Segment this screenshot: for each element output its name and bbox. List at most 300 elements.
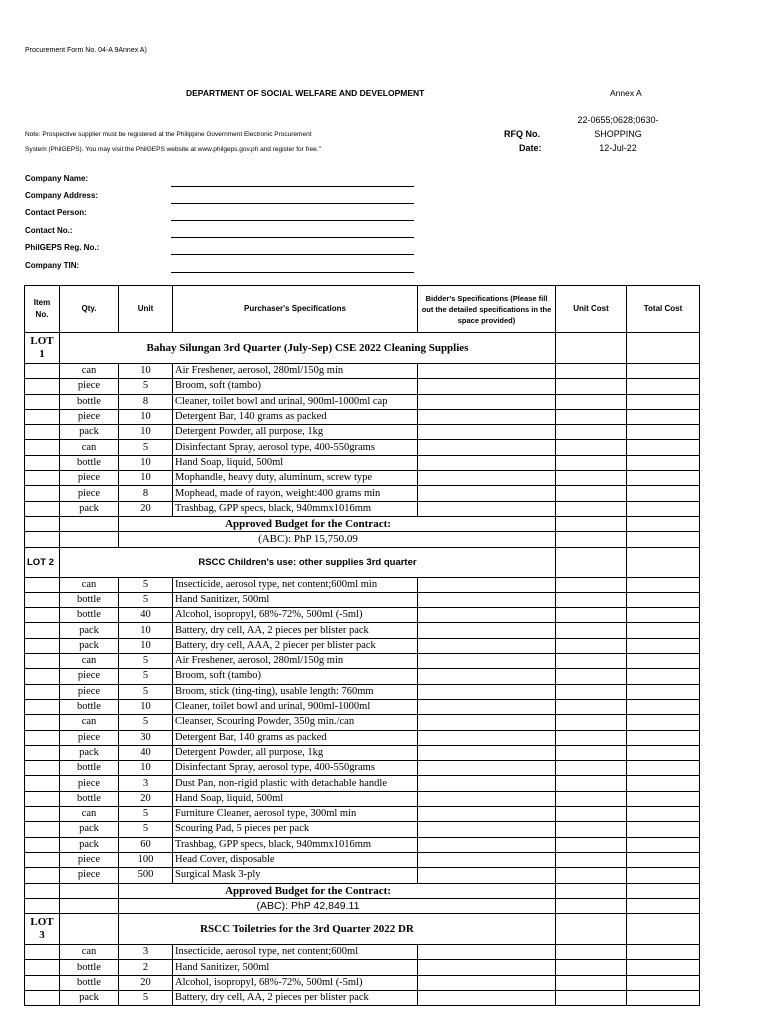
total-cost-cell[interactable] [627, 425, 700, 440]
total-cost-cell[interactable] [627, 837, 700, 852]
item-no-cell [25, 975, 60, 990]
note-line-1: Note: Prospective supplier must be registered at the Philippine Government Electronic Procurement [25, 131, 312, 138]
total-cost-cell[interactable] [627, 608, 700, 623]
empty-cell [60, 516, 119, 531]
unit-cost-cell[interactable] [556, 547, 627, 577]
item-no-cell [25, 394, 60, 409]
total-cost-cell[interactable] [627, 975, 700, 990]
purchaser-spec-cell: Broom, soft (tambo) [173, 669, 418, 684]
unit-cost-cell[interactable] [556, 638, 627, 653]
unit-cell: can [60, 807, 119, 822]
bidder-spec-cell[interactable] [418, 975, 556, 990]
contact-no-field[interactable] [171, 237, 414, 238]
purchaser-spec-cell: Head Cover, disposable [173, 852, 418, 867]
qty-cell: 8 [119, 486, 173, 501]
item-no-cell [25, 807, 60, 822]
unit-cost-cell[interactable] [556, 379, 627, 394]
unit-cost-cell[interactable] [556, 960, 627, 975]
unit-cost-cell[interactable] [556, 455, 627, 470]
unit-cell: bottle [60, 761, 119, 776]
table-row [25, 654, 700, 669]
unit-cost-cell[interactable] [556, 898, 627, 913]
qty-cell: 60 [119, 837, 173, 852]
empty-cell [60, 898, 119, 913]
bidder-spec-cell[interactable] [418, 684, 556, 699]
budget-value: (ABC): PhP 15,750.09 [119, 532, 556, 547]
qty-cell: 20 [119, 791, 173, 806]
lot-title: Bahay Silungan 3rd Quarter (July-Sep) CSE 2022 Cleaning Supplies [60, 333, 556, 364]
unit-cell: pack [60, 990, 119, 1005]
table-row [25, 837, 700, 852]
bidder-spec-cell[interactable] [418, 807, 556, 822]
empty-cell [25, 898, 60, 913]
company-tin-label: Company TIN: [25, 261, 80, 270]
company-tin-field[interactable] [171, 272, 414, 273]
unit-cell: pack [60, 501, 119, 516]
budget-value-row [25, 532, 700, 547]
item-no-cell [25, 868, 60, 883]
qty-cell: 5 [119, 379, 173, 394]
table-row [25, 409, 700, 424]
total-cost-cell[interactable] [627, 471, 700, 486]
purchaser-spec-cell: Detergent Powder, all purpose, 1kg [173, 745, 418, 760]
unit-cell: piece [60, 852, 119, 867]
empty-cell [60, 883, 119, 898]
rfq-value-line-2: SHOPPING [594, 129, 642, 139]
table-row [25, 364, 700, 379]
purchaser-spec-cell: Hand Sanitizer, 500ml [173, 960, 418, 975]
item-no-cell [25, 592, 60, 607]
bidder-spec-cell[interactable] [418, 837, 556, 852]
contact-person-label: Contact Person: [25, 208, 87, 217]
unit-cost-cell[interactable] [556, 761, 627, 776]
total-cost-cell[interactable] [627, 592, 700, 607]
bidder-spec-cell[interactable] [418, 852, 556, 867]
unit-cell: pack [60, 822, 119, 837]
unit-cell: pack [60, 623, 119, 638]
item-no-cell [25, 761, 60, 776]
qty-cell: 10 [119, 471, 173, 486]
company-address-field[interactable] [171, 203, 414, 204]
bidder-spec-cell[interactable] [418, 745, 556, 760]
bidder-spec-cell[interactable] [418, 577, 556, 592]
company-name-label: Company Name: [25, 174, 89, 183]
unit-cost-cell[interactable] [556, 837, 627, 852]
bidder-spec-cell[interactable] [418, 409, 556, 424]
total-cost-cell[interactable] [627, 914, 700, 945]
unit-cost-cell[interactable] [556, 425, 627, 440]
unit-cost-cell[interactable] [556, 409, 627, 424]
table-row [25, 822, 700, 837]
table-row [25, 776, 700, 791]
unit-cell: piece [60, 486, 119, 501]
total-cost-cell[interactable] [627, 394, 700, 409]
qty-cell: 10 [119, 699, 173, 714]
total-cost-cell[interactable] [627, 730, 700, 745]
table-row [25, 638, 700, 653]
lot-number: LOT 3 [25, 914, 60, 945]
lot-number: LOT 1 [25, 333, 60, 364]
bidder-spec-cell[interactable] [418, 761, 556, 776]
item-no-cell [25, 745, 60, 760]
bidder-spec-cell[interactable] [418, 455, 556, 470]
total-cost-cell[interactable] [627, 547, 700, 577]
col-header-qty: Qty. [60, 286, 119, 333]
unit-cost-cell[interactable] [556, 516, 627, 531]
purchaser-spec-cell: Air Freshener, aerosol, 280ml/150g min [173, 364, 418, 379]
total-cost-cell[interactable] [627, 440, 700, 455]
table-row [25, 730, 700, 745]
total-cost-cell[interactable] [627, 898, 700, 913]
bidder-spec-cell[interactable] [418, 425, 556, 440]
contact-person-field[interactable] [171, 220, 414, 221]
item-no-cell [25, 425, 60, 440]
total-cost-cell[interactable] [627, 409, 700, 424]
total-cost-cell[interactable] [627, 852, 700, 867]
qty-cell: 10 [119, 409, 173, 424]
table-row [25, 684, 700, 699]
unit-cost-cell[interactable] [556, 608, 627, 623]
unit-cell: can [60, 945, 119, 960]
qty-cell: 100 [119, 852, 173, 867]
unit-cost-cell[interactable] [556, 471, 627, 486]
bidder-spec-cell[interactable] [418, 440, 556, 455]
unit-cost-cell[interactable] [556, 669, 627, 684]
bidder-spec-cell[interactable] [418, 990, 556, 1005]
total-cost-cell[interactable] [627, 684, 700, 699]
unit-cost-cell[interactable] [556, 440, 627, 455]
qty-cell: 30 [119, 730, 173, 745]
purchaser-spec-cell: Scouring Pad, 5 pieces per pack [173, 822, 418, 837]
qty-cell: 10 [119, 761, 173, 776]
purchaser-spec-cell: Hand Sanitizer, 500ml [173, 592, 418, 607]
total-cost-cell[interactable] [627, 868, 700, 883]
total-cost-cell[interactable] [627, 745, 700, 760]
purchaser-spec-cell: Disinfectant Spray, aerosol type, 400-550grams [173, 761, 418, 776]
company-name-field[interactable] [171, 186, 414, 187]
table-row [25, 975, 700, 990]
item-no-cell [25, 471, 60, 486]
bidder-spec-cell[interactable] [418, 592, 556, 607]
table-row [25, 945, 700, 960]
unit-cost-cell[interactable] [556, 699, 627, 714]
purchaser-spec-cell: Cleaner, toilet bowl and urinal, 900ml-1000ml [173, 699, 418, 714]
purchaser-spec-cell: Battery, dry cell, AA, 2 pieces per blister pack [173, 990, 418, 1005]
contact-no-label: Contact No.: [25, 226, 73, 235]
qty-cell: 5 [119, 654, 173, 669]
total-cost-cell[interactable] [627, 501, 700, 516]
empty-cell [60, 532, 119, 547]
table-row [25, 379, 700, 394]
col-header-purchaser-specs: Purchaser's Specifications [173, 286, 418, 333]
table-row [25, 440, 700, 455]
date-value: 12-Jul-22 [599, 143, 637, 153]
bidder-spec-cell[interactable] [418, 608, 556, 623]
item-no-cell [25, 822, 60, 837]
table-row [25, 471, 700, 486]
qty-cell: 8 [119, 394, 173, 409]
total-cost-cell[interactable] [627, 669, 700, 684]
table-row [25, 715, 700, 730]
purchaser-spec-cell: Disinfectant Spray, aerosol type, 400-550grams [173, 440, 418, 455]
table-row [25, 990, 700, 1005]
table-row [25, 699, 700, 714]
purchaser-spec-cell: Broom, stick (ting-ting), usable length: 760mm [173, 684, 418, 699]
bidder-spec-cell[interactable] [418, 379, 556, 394]
unit-cost-cell[interactable] [556, 623, 627, 638]
unit-cost-cell[interactable] [556, 975, 627, 990]
unit-cost-cell[interactable] [556, 868, 627, 883]
unit-cell: bottle [60, 455, 119, 470]
purchaser-spec-cell: Detergent Bar, 140 grams as packed [173, 409, 418, 424]
total-cost-cell[interactable] [627, 822, 700, 837]
bidder-spec-cell[interactable] [418, 776, 556, 791]
qty-cell: 5 [119, 592, 173, 607]
total-cost-cell[interactable] [627, 333, 700, 364]
item-no-cell [25, 684, 60, 699]
qty-cell: 40 [119, 608, 173, 623]
item-no-cell [25, 852, 60, 867]
total-cost-cell[interactable] [627, 990, 700, 1005]
qty-cell: 10 [119, 364, 173, 379]
unit-cost-cell[interactable] [556, 592, 627, 607]
budget-label: Approved Budget for the Contract: [119, 516, 556, 531]
item-no-cell [25, 960, 60, 975]
empty-cell [25, 516, 60, 531]
unit-cell: pack [60, 837, 119, 852]
purchaser-spec-cell: Cleanser, Scouring Powder, 350g min./can [173, 715, 418, 730]
item-no-cell [25, 364, 60, 379]
item-no-cell [25, 990, 60, 1005]
table-row [25, 791, 700, 806]
table-row [25, 592, 700, 607]
unit-cell: bottle [60, 608, 119, 623]
unit-cost-cell[interactable] [556, 914, 627, 945]
table-row [25, 501, 700, 516]
bidder-spec-cell[interactable] [418, 669, 556, 684]
table-row [25, 486, 700, 501]
purchaser-spec-cell: Detergent Bar, 140 grams as packed [173, 730, 418, 745]
table-row [25, 577, 700, 592]
qty-cell: 5 [119, 577, 173, 592]
unit-cell: piece [60, 669, 119, 684]
purchaser-spec-cell: Alcohol, isopropyl, 68%-72%, 500ml (-5ml) [173, 975, 418, 990]
qty-cell: 3 [119, 776, 173, 791]
total-cost-cell[interactable] [627, 654, 700, 669]
purchaser-spec-cell: Insecticide, aerosol type, net content;600ml [173, 945, 418, 960]
bidder-spec-cell[interactable] [418, 654, 556, 669]
purchaser-spec-cell: Hand Soap, liquid, 500ml [173, 791, 418, 806]
unit-cell: piece [60, 684, 119, 699]
bidder-spec-cell[interactable] [418, 364, 556, 379]
lot-header-row [25, 333, 700, 364]
unit-cost-cell[interactable] [556, 990, 627, 1005]
qty-cell: 2 [119, 960, 173, 975]
total-cost-cell[interactable] [627, 577, 700, 592]
unit-cost-cell[interactable] [556, 745, 627, 760]
bidder-spec-cell[interactable] [418, 715, 556, 730]
budget-value: (ABC): PhP 42,849.11 [119, 898, 556, 913]
purchaser-spec-cell: Trashbag, GPP specs, black, 940mmx1016mm [173, 501, 418, 516]
item-no-cell [25, 730, 60, 745]
total-cost-cell[interactable] [627, 516, 700, 531]
unit-cell: bottle [60, 699, 119, 714]
unit-cost-cell[interactable] [556, 486, 627, 501]
item-no-cell [25, 699, 60, 714]
bidder-spec-cell[interactable] [418, 730, 556, 745]
budget-label: Approved Budget for the Contract: [119, 883, 556, 898]
total-cost-cell[interactable] [627, 791, 700, 806]
purchaser-spec-cell: Hand Soap, liquid, 500ml [173, 455, 418, 470]
unit-cost-cell[interactable] [556, 394, 627, 409]
purchaser-spec-cell: Dust Pan, non-rigid plastic with detachable handle [173, 776, 418, 791]
total-cost-cell[interactable] [627, 623, 700, 638]
table-row [25, 745, 700, 760]
unit-cost-cell[interactable] [556, 532, 627, 547]
purchaser-spec-cell: Broom, soft (tambo) [173, 379, 418, 394]
col-header-bidder-specs: Bidder's Specifications (Please fill out the detailed specifications in the space provided) [418, 286, 556, 333]
unit-cost-cell[interactable] [556, 807, 627, 822]
item-no-cell [25, 501, 60, 516]
rfq-items-table [24, 285, 700, 1006]
item-no-cell [25, 791, 60, 806]
department-title: DEPARTMENT OF SOCIAL WELFARE AND DEVELOPMENT [186, 88, 425, 98]
qty-cell: 10 [119, 623, 173, 638]
unit-cost-cell[interactable] [556, 730, 627, 745]
item-no-cell [25, 837, 60, 852]
total-cost-cell[interactable] [627, 883, 700, 898]
unit-cell: can [60, 715, 119, 730]
form-number: Procurement Form No. 04-A 9Annex A) [25, 47, 147, 54]
col-header-total-cost: Total Cost [627, 286, 700, 333]
bidder-spec-cell[interactable] [418, 623, 556, 638]
bidder-spec-cell[interactable] [418, 638, 556, 653]
qty-cell: 5 [119, 990, 173, 1005]
unit-cost-cell[interactable] [556, 776, 627, 791]
lot-title: RSCC Children's use: other supplies 3rd quarter [60, 547, 556, 577]
total-cost-cell[interactable] [627, 776, 700, 791]
unit-cell: piece [60, 868, 119, 883]
purchaser-spec-cell: Mophandle, heavy duty, aluminum, screw type [173, 471, 418, 486]
bidder-spec-cell[interactable] [418, 501, 556, 516]
date-label: Date: [519, 143, 542, 153]
table-row [25, 807, 700, 822]
lot-title: RSCC Toiletries for the 3rd Quarter 2022 DR [119, 914, 556, 945]
qty-cell: 3 [119, 945, 173, 960]
item-no-cell [25, 577, 60, 592]
qty-cell: 500 [119, 868, 173, 883]
bidder-spec-cell[interactable] [418, 960, 556, 975]
table-row [25, 425, 700, 440]
purchaser-spec-cell: Battery, dry cell, AA, 2 pieces per blister pack [173, 623, 418, 638]
unit-cost-cell[interactable] [556, 333, 627, 364]
table-row [25, 623, 700, 638]
total-cost-cell[interactable] [627, 364, 700, 379]
bidder-spec-cell[interactable] [418, 471, 556, 486]
total-cost-cell[interactable] [627, 807, 700, 822]
bidder-spec-cell[interactable] [418, 394, 556, 409]
col-header-unit-cost: Unit Cost [556, 286, 627, 333]
unit-cost-cell[interactable] [556, 852, 627, 867]
qty-cell: 10 [119, 425, 173, 440]
total-cost-cell[interactable] [627, 699, 700, 714]
unit-cell: piece [60, 409, 119, 424]
unit-cost-cell[interactable] [556, 883, 627, 898]
qty-cell: 5 [119, 807, 173, 822]
unit-cost-cell[interactable] [556, 715, 627, 730]
unit-cost-cell[interactable] [556, 822, 627, 837]
qty-cell: 10 [119, 638, 173, 653]
bidder-spec-cell[interactable] [418, 486, 556, 501]
unit-cost-cell[interactable] [556, 945, 627, 960]
item-no-cell [25, 669, 60, 684]
total-cost-cell[interactable] [627, 455, 700, 470]
bidder-spec-cell[interactable] [418, 822, 556, 837]
table-row [25, 868, 700, 883]
unit-cost-cell[interactable] [556, 654, 627, 669]
unit-cost-cell[interactable] [556, 791, 627, 806]
note-line-2: System (PhilGEPS). You may visit the PhilGEPS website at www.philgeps.gov.ph and register for free." [25, 146, 321, 153]
item-no-cell [25, 715, 60, 730]
company-address-label: Company Address: [25, 191, 99, 200]
table-row [25, 669, 700, 684]
item-no-cell [25, 486, 60, 501]
bidder-spec-cell[interactable] [418, 699, 556, 714]
item-no-cell [25, 638, 60, 653]
empty-cell [25, 883, 60, 898]
unit-cell: bottle [60, 394, 119, 409]
total-cost-cell[interactable] [627, 945, 700, 960]
total-cost-cell[interactable] [627, 960, 700, 975]
col-header-unit: Unit [119, 286, 173, 333]
philgeps-reg-field[interactable] [171, 254, 414, 255]
col-header-item-no: Item No. [25, 286, 60, 333]
lot-empty-cell [60, 914, 119, 945]
purchaser-spec-cell: Detergent Powder, all purpose, 1kg [173, 425, 418, 440]
unit-cost-cell[interactable] [556, 577, 627, 592]
unit-cost-cell[interactable] [556, 364, 627, 379]
total-cost-cell[interactable] [627, 532, 700, 547]
total-cost-cell[interactable] [627, 715, 700, 730]
budget-label-row [25, 516, 700, 531]
total-cost-cell[interactable] [627, 379, 700, 394]
total-cost-cell[interactable] [627, 761, 700, 776]
table-row [25, 455, 700, 470]
qty-cell: 20 [119, 975, 173, 990]
purchaser-spec-cell: Surgical Mask 3-ply [173, 868, 418, 883]
item-no-cell [25, 455, 60, 470]
unit-cost-cell[interactable] [556, 684, 627, 699]
bidder-spec-cell[interactable] [418, 868, 556, 883]
item-no-cell [25, 623, 60, 638]
table-row [25, 761, 700, 776]
total-cost-cell[interactable] [627, 638, 700, 653]
qty-cell: 5 [119, 669, 173, 684]
unit-cell: pack [60, 745, 119, 760]
bidder-spec-cell[interactable] [418, 791, 556, 806]
item-no-cell [25, 776, 60, 791]
unit-cost-cell[interactable] [556, 501, 627, 516]
total-cost-cell[interactable] [627, 486, 700, 501]
rfq-label: RFQ No. [504, 129, 540, 139]
purchaser-spec-cell: Alcohol, isopropyl, 68%-72%, 500ml (-5ml) [173, 608, 418, 623]
bidder-spec-cell[interactable] [418, 945, 556, 960]
purchaser-spec-cell: Trashbag, GPP specs, black, 940mmx1016mm [173, 837, 418, 852]
unit-cell: piece [60, 379, 119, 394]
item-no-cell [25, 654, 60, 669]
unit-cell: can [60, 577, 119, 592]
philgeps-reg-label: PhilGEPS Reg. No.: [25, 243, 100, 252]
